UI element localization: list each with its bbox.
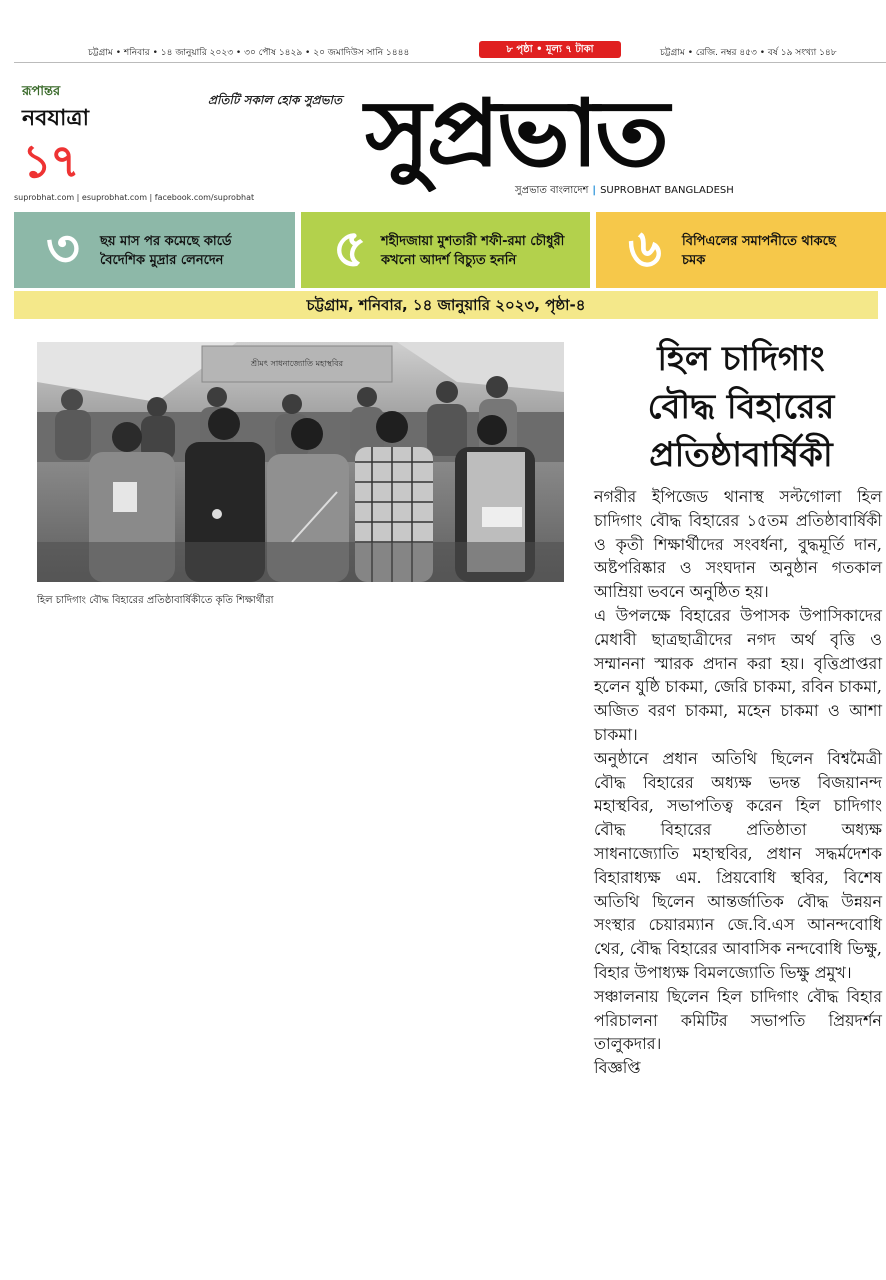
teaser-page-number: ৬ [628, 219, 662, 279]
top-divider [14, 62, 886, 63]
body-paragraph-2: এ উপলক্ষে বিহারের উপাসক উপাসিকাদের মেধাবী ছাত্রছাত্রীদের নগদ অর্থ বৃত্তি ও সম্মাননা স্মারক প্রদান করা হয়। বৃত্তিপ্রাপ্তরা হলেন যুষ্ঠি চাকমা, জেরি চাকমা, রবিন চাকমা, অজিত বরণ চাকমা, মহেন চাকমা ও আশা চাকমা। [594, 605, 882, 744]
teaser-box-page-5[interactable] [301, 212, 590, 288]
logo-number: ১৭ [22, 134, 78, 188]
headline-line-3: প্রতিষ্ঠাবার্ষিকী [649, 435, 833, 475]
anniversary-logo [22, 82, 142, 188]
headline-line-2: বৌদ্ধ বিহারের [647, 387, 835, 427]
photo-illustration [37, 342, 564, 582]
teaser-headline: ছয় মাস পর কমেছে কার্ডে বৈদেশিক মুদ্রার লেনদেন [100, 234, 232, 268]
article-headline [600, 335, 882, 479]
news-photo [37, 342, 564, 582]
photo-caption: হিল চাদিগাং বৌদ্ধ বিহারের প্রতিষ্ঠাবার্ষিকীতে কৃতি শিক্ষার্থীরা [37, 595, 274, 606]
headline-line-1: হিল চাদিগাং [657, 339, 825, 379]
page-price-badge: ৮ পৃষ্ঠা • মূল্য ৭ টাকা [479, 41, 621, 58]
issue-date-info: চট্টগ্রাম • শনিবার • ১৪ জানুয়ারি ২০২৩ • ৩০ পৌষ ১৪২৯ • ২০ জমাদিউস সানি ১৪৪৪ [88, 48, 410, 58]
website-links: suprobhat.com | esuprobhat.com | facebook.com/suprobhat [14, 193, 255, 202]
subtitle-bengali: সুপ্রভাত বাংলাদেশ [515, 185, 589, 196]
registration-info: চট্টগ্রাম • রেজি. নম্বর ৪৫৩ • বর্ষ ১৯ সংখ্যা ১৪৮ [660, 48, 837, 58]
article-body [594, 485, 882, 1080]
logo-line-1: রূপান্তর [22, 84, 61, 99]
page-dateline: চট্টগ্রাম, শনিবার, ১৪ জানুয়ারি ২০২৩, পৃষ্ঠা-৪ [14, 291, 878, 319]
body-paragraph-4: সঞ্চালনায় ছিলেন হিল চাদিগাং বৌদ্ধ বিহার পরিচালনা কমিটির সভাপতি প্রিয়দর্শন তালুকদার। [594, 986, 882, 1054]
teaser-headline: শহীদজায়া মুশতারী শফী-রমা চৌধুরী কখনো আদর্শ বিচ্যুত হননি [381, 234, 565, 268]
photo-banner-text: শ্রীমৎ সাধনাজ্যোতি মহাস্থবির [250, 359, 344, 368]
subtitle-english: SUPROBHAT BANGLADESH [600, 185, 734, 196]
teaser-box-page-3[interactable] [14, 212, 295, 288]
teaser-page-number: ৫ [333, 219, 367, 279]
tagline: প্রতিটি সকাল হোক সুপ্রভাত [208, 93, 343, 107]
teaser-box-page-6[interactable] [596, 212, 886, 288]
article-source: বিজ্ঞপ্তি [594, 1058, 641, 1078]
logo-line-2: নবযাত্রা [22, 106, 89, 131]
subtitle-separator: | [592, 185, 597, 196]
body-paragraph-1: নগরীর ইপিজেড থানাস্থ সল্টগোলা হিল চাদিগাং বৌদ্ধ বিহারের ১৫তম প্রতিষ্ঠাবার্ষিকী ও কৃতী শিক্ষার্থীদের সংবর্ধনা, বুদ্ধমূর্তি দান, অষ্টপরিষ্কার ও সংঘদান অনুষ্ঠান গতকাল আম্রিয়া ভবনে অনুষ্ঠিত হয়। [594, 487, 882, 602]
newspaper-masthead: সুপ্রভাত [365, 79, 665, 187]
teaser-page-number: ৩ [46, 219, 80, 279]
top-meta-line [0, 38, 886, 62]
body-paragraph-3: অনুষ্ঠানে প্রধান অতিথি ছিলেন বিশ্বমৈত্রী বৌদ্ধ বিহারের অধ্যক্ষ ভদন্ত বিজয়ানন্দ মহাস্থবির, সভাপতিত্ব করেন হিল চাদিগাং বৌদ্ধ বিহারের প্রতিষ্ঠাতা অধ্যক্ষ সাধনাজ্যোতি মহাস্থবির, প্রধান সদ্ধর্মদেশক বিহারাধ্যক্ষ এম. প্রিয়বোধি স্থবির, বিশেষ অতিথি ছিলেন আন্তর্জাতিক বৌদ্ধ উন্নয়ন সংস্থার চেয়ারম্যান জে.বি.এস আনন্দবোধি থের, বৌদ্ধ বিহারের আবাসিক নন্দবোধি ভিক্ষু, বিহার উপাধ্যক্ষ বিমলজ্যোতি ভিক্ষু প্রমুখ। [594, 748, 882, 982]
masthead-subtitle [515, 183, 734, 200]
teaser-headline: বিপিএলের সমাপনীতে থাকছে চমক [682, 234, 836, 268]
